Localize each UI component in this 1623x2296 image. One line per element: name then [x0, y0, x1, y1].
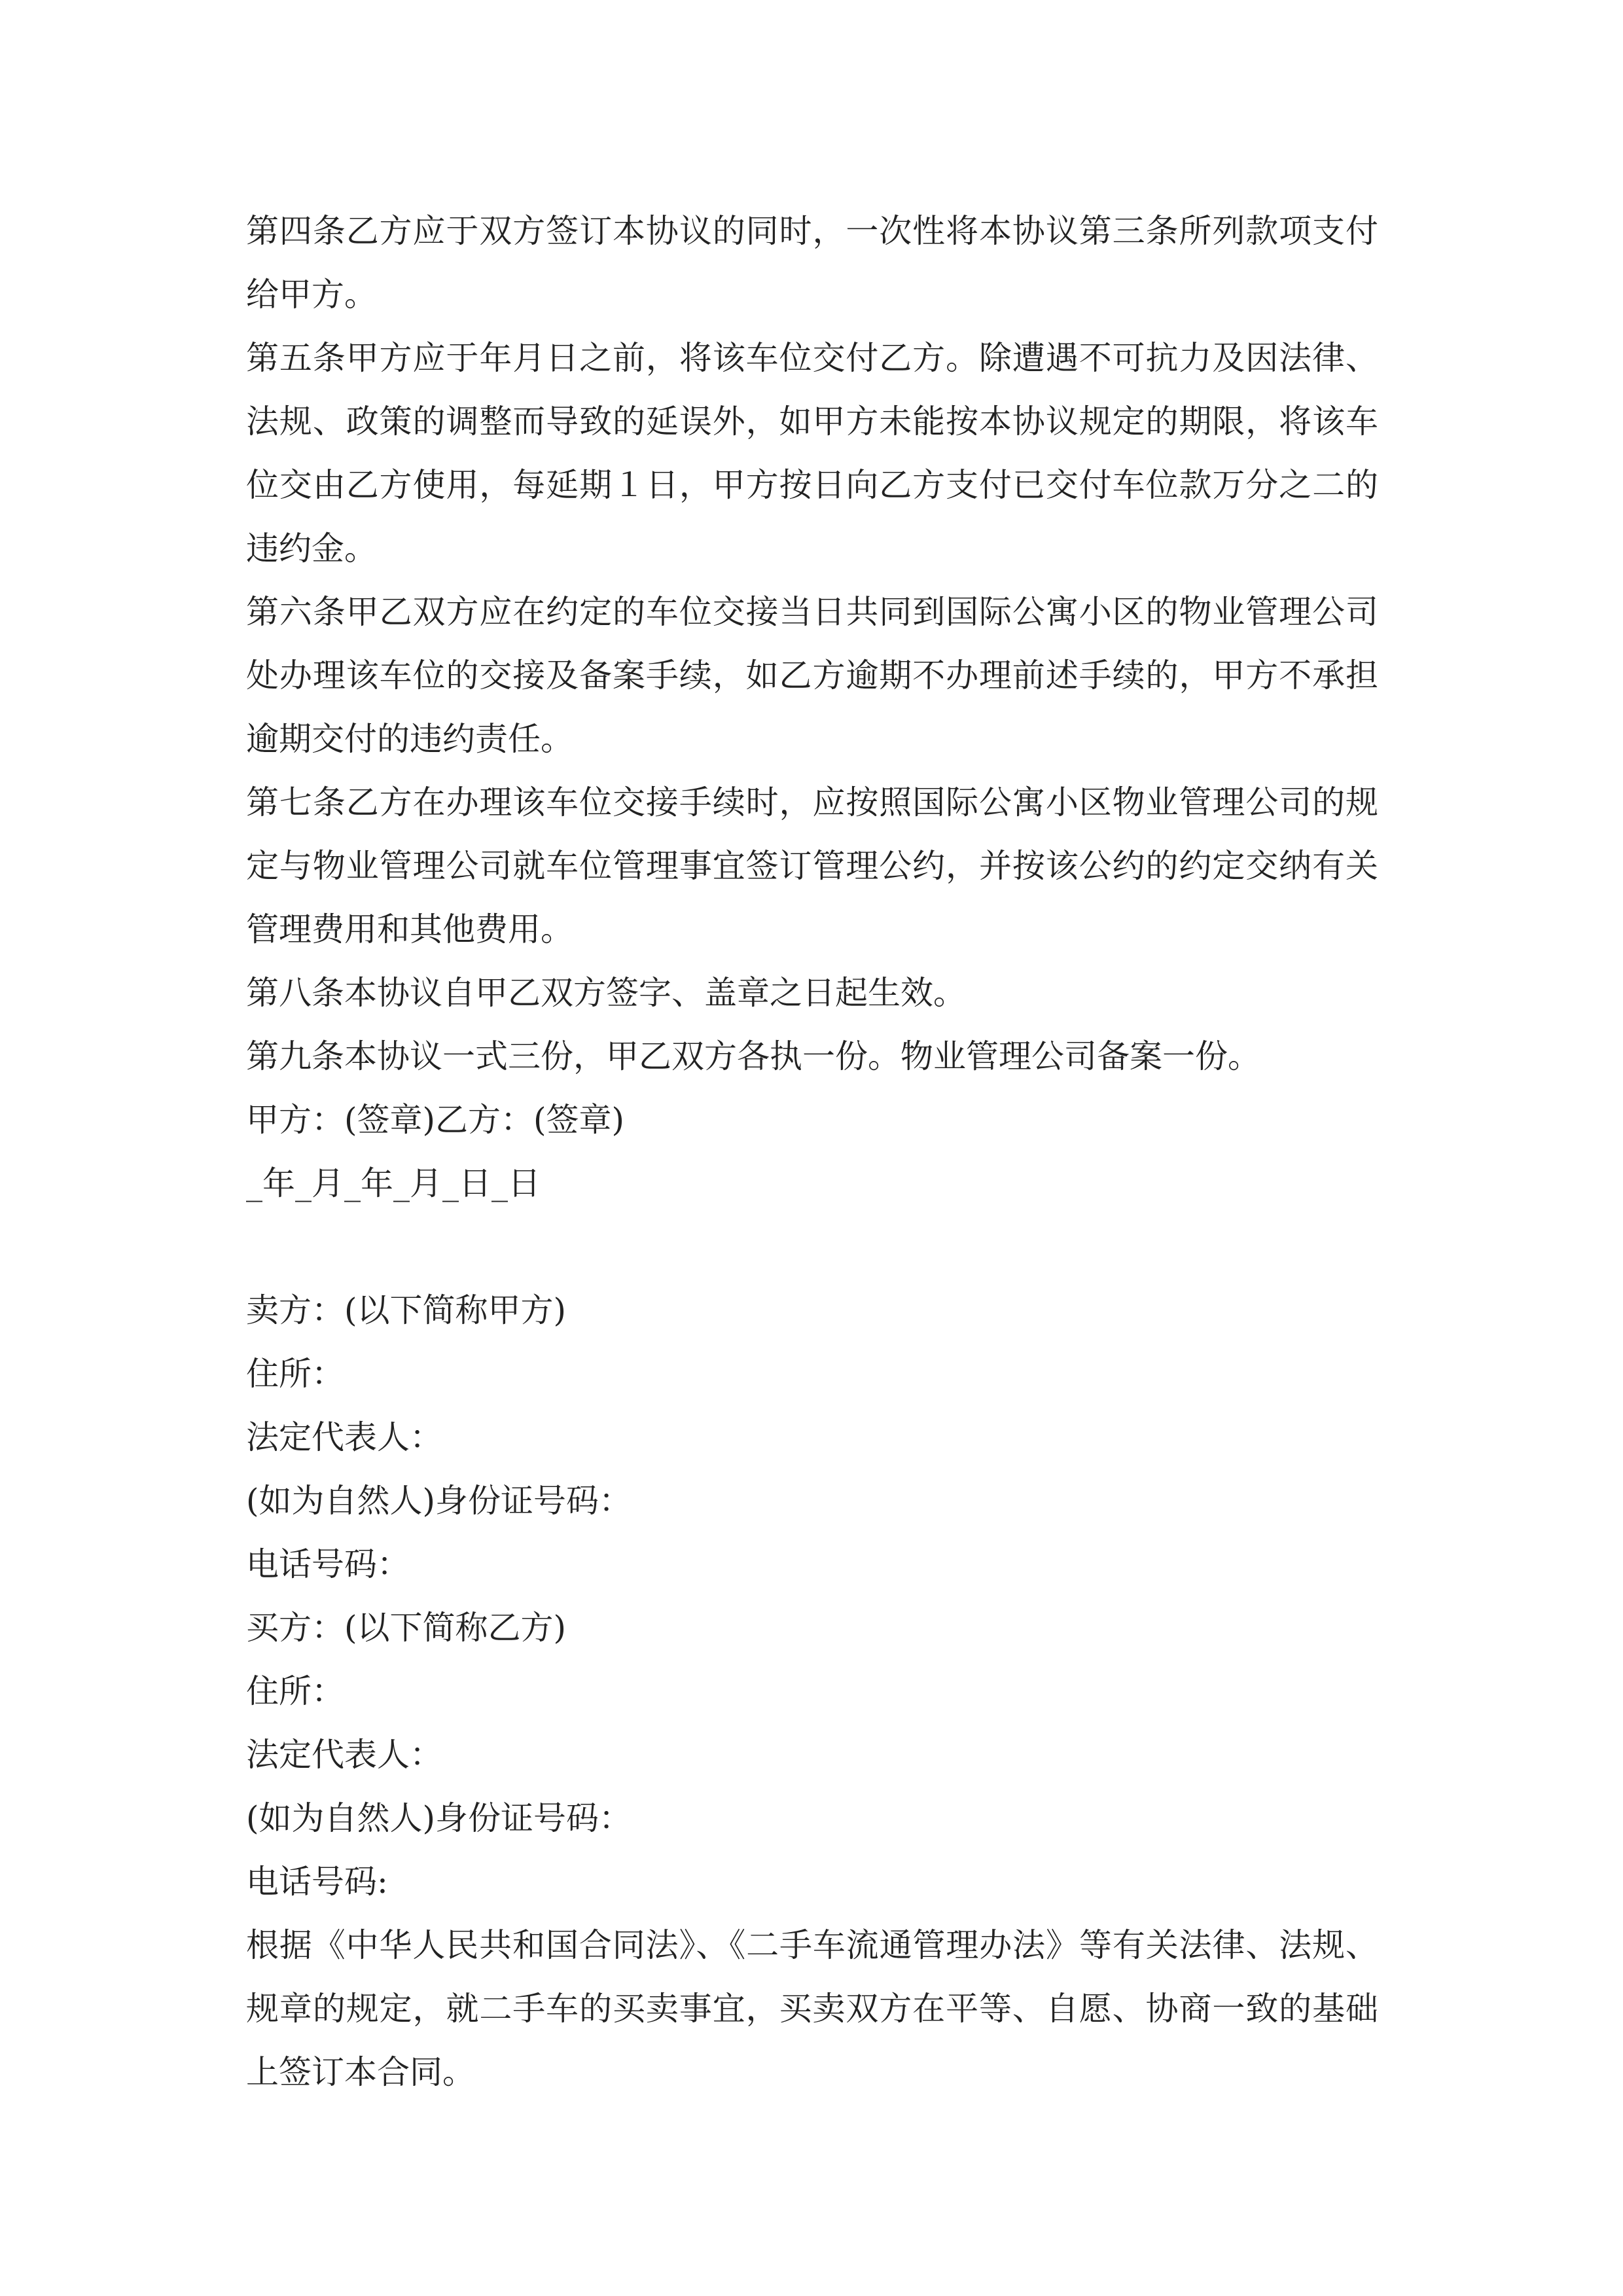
article-4-paragraph: 第四条乙方应于双方签订本协议的同时，一次性将本协议第三条所列款项支付给甲方。: [246, 212, 1378, 314]
buyer-legal-rep-line: 法定代表人：: [246, 1736, 442, 1774]
seller-address-line: 住所：: [246, 1355, 344, 1393]
article-5-paragraph: 第五条甲方应于年月日之前，将该车位交付乙方。除遭遇不可抗力及因法律、法规、政策的调整而导致的延误外，如甲方未能按本协议规定的期限，将该车位交由乙方使用，每延期１日，甲方按日向乙方支付已交付车位款万分之二的违约金。: [246, 339, 1378, 567]
buyer-id-number-line: (如为自然人)身份证号码：: [246, 1799, 632, 1837]
article-6-paragraph: 第六条甲乙双方应在约定的车位交接当日共同到国际公寓小区的物业管理公司处办理该车位的交接及备案手续，如乙方逾期不办理前述手续的，甲方不承担逾期交付的违约责任。: [246, 593, 1378, 758]
seller-line: 卖方：(以下简称甲方): [246, 1291, 567, 1329]
seller-phone-line: 电话号码：: [246, 1545, 410, 1583]
buyer-address-line: 住所：: [246, 1672, 344, 1710]
date-line: _年_月_年_月_日_日: [246, 1164, 541, 1202]
seller-legal-rep-line: 法定代表人：: [246, 1418, 442, 1456]
contract-basis-paragraph: 根据《中华人民共和国合同法》、《二手车流通管理办法》等有关法律、法规、规章的规定，就二手车的买卖事宜，买卖双方在平等、自愿、协商一致的基础上签订本合同。: [246, 1926, 1378, 2091]
document-body: [246, 200, 1378, 2104]
seller-id-number-line: (如为自然人)身份证号码：: [246, 1482, 632, 1520]
article-7-paragraph: 第七条乙方在办理该车位交接手续时，应按照国际公寓小区物业管理公司的规定与物业管理公司就车位管理事宜签订管理公约，并按该公约的约定交纳有关管理费用和其他费用。: [246, 783, 1378, 948]
buyer-line: 买方：(以下简称乙方): [246, 1609, 567, 1647]
article-9-paragraph: 第九条本协议一式三份，甲乙双方各执一份。物业管理公司备案一份。: [246, 1037, 1260, 1075]
section-spacer: [246, 1215, 1378, 1279]
buyer-phone-line: 电话号码:: [246, 1863, 388, 1901]
article-8-paragraph: 第八条本协议自甲乙双方签字、盖章之日起生效。: [246, 974, 966, 1012]
signature-line: 甲方：(签章)乙方：(签章): [246, 1101, 625, 1139]
